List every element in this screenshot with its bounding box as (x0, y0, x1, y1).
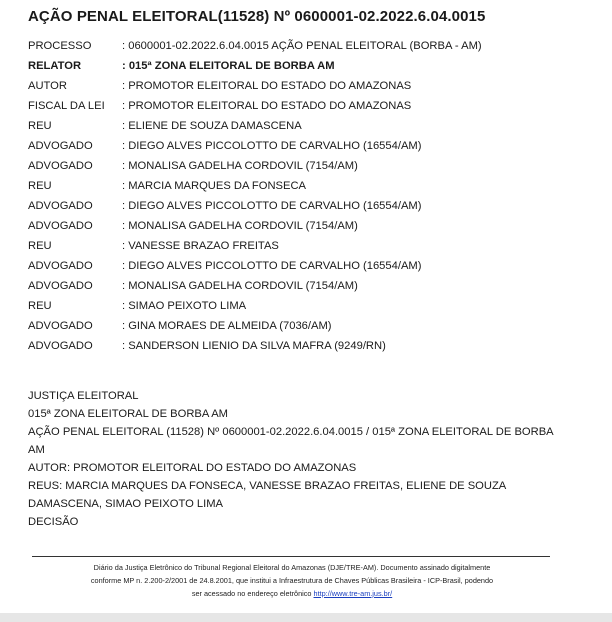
defendants-line: REUS: MARCIA MARQUES DA FONSECA, VANESSE BRAZAO FREITAS, ELIENE DE SOUZA DAMASCENA, SIMAO PEIXOTO LIMA (28, 480, 506, 510)
detail-value: : SIMAO PEIXOTO LIMA (122, 300, 247, 312)
detail-label: ADVOGADO (28, 160, 93, 172)
footer-line-3-text: ser acessado no endereço eletrônico (191, 589, 312, 598)
detail-label: ADVOGADO (28, 220, 93, 232)
detail-value: : 0600001-02.2022.6.04.0015 AÇÃO PENAL ELEITORAL (BORBA - AM) (122, 40, 482, 52)
detail-row (28, 36, 588, 56)
detail-value: : ELIENE DE SOUZA DAMASCENA (122, 120, 302, 132)
detail-label: REU (28, 120, 52, 132)
detail-row (28, 176, 588, 196)
detail-row (28, 116, 588, 136)
detail-value: : PROMOTOR ELEITORAL DO ESTADO DO AMAZONAS (122, 100, 412, 112)
detail-label: REU (28, 180, 52, 192)
detail-row (28, 136, 588, 156)
detail-row (28, 56, 588, 76)
detail-label: ADVOGADO (28, 140, 93, 152)
footer-divider (32, 556, 550, 557)
detail-row (28, 256, 588, 276)
footer-line-1: Diário da Justiça Eletrônico do Tribunal Regional Eleitoral do Amazonas (DJE/TRE-AM). Documento assinado digitalmente (93, 563, 491, 572)
detail-row (28, 96, 588, 116)
detail-value: : MONALISA GADELHA CORDOVIL (7154/AM) (122, 160, 358, 172)
zone-name: 015ª ZONA ELEITORAL DE BORBA AM (28, 408, 228, 420)
detail-label: FISCAL DA LEI (28, 100, 105, 112)
decision-heading: DECISÃO (28, 516, 79, 528)
detail-row (28, 156, 588, 176)
detail-label: RELATOR (28, 60, 82, 72)
footer-line-2: conforme MP n. 2.200-2/2001 de 24.8.2001, que institui a Infraestrutura de Chaves Públicas Brasileira - ICP-Brasil, podendo (90, 576, 494, 585)
detail-label: ADVOGADO (28, 280, 93, 292)
detail-row (28, 336, 588, 356)
detail-value: : DIEGO ALVES PICCOLOTTO DE CARVALHO (16554/AM) (122, 260, 422, 272)
detail-value: : 015ª ZONA ELEITORAL DE BORBA AM (122, 60, 335, 72)
detail-label: ADVOGADO (28, 260, 93, 272)
detail-value: : GINA MORAES DE ALMEIDA (7036/AM) (122, 320, 332, 332)
detail-label: REU (28, 240, 52, 252)
page-bottom-edge (0, 613, 612, 622)
detail-row (28, 216, 588, 236)
footer-line-3 (28, 587, 556, 600)
detail-value: : DIEGO ALVES PICCOLOTTO DE CARVALHO (16554/AM) (122, 140, 422, 152)
detail-value: : DIEGO ALVES PICCOLOTTO DE CARVALHO (16554/AM) (122, 200, 422, 212)
detail-label: REU (28, 300, 52, 312)
case-details-table (28, 36, 588, 356)
detail-row (28, 76, 588, 96)
detail-label: ADVOGADO (28, 200, 93, 212)
detail-value: : MARCIA MARQUES DA FONSECA (122, 180, 307, 192)
document-title: AÇÃO PENAL ELEITORAL(11528) Nº 0600001-02.2022.6.04.0015 (28, 8, 486, 25)
detail-label: AUTOR (28, 80, 67, 92)
detail-label: ADVOGADO (28, 340, 93, 352)
detail-value: : MONALISA GADELHA CORDOVIL (7154/AM) (122, 220, 358, 232)
detail-row (28, 196, 588, 216)
case-reference: AÇÃO PENAL ELEITORAL (11528) Nº 0600001-02.2022.6.04.0015 / 015ª ZONA ELEITORAL DE BORBA AM (28, 426, 553, 456)
author-line: AUTOR: PROMOTOR ELEITORAL DO ESTADO DO AMAZONAS (28, 462, 357, 474)
detail-value: : MONALISA GADELHA CORDOVIL (7154/AM) (122, 280, 358, 292)
footer-link[interactable]: http://www.tre-am.jus.br/ (313, 589, 393, 598)
detail-label: PROCESSO (28, 40, 92, 52)
detail-row (28, 316, 588, 336)
decision-header (28, 387, 560, 531)
detail-value: : PROMOTOR ELEITORAL DO ESTADO DO AMAZONAS (122, 80, 412, 92)
court-name: JUSTIÇA ELEITORAL (28, 390, 139, 402)
detail-row (28, 236, 588, 256)
detail-value: : VANESSE BRAZAO FREITAS (122, 240, 279, 252)
footer-notice (28, 561, 556, 600)
detail-row (28, 296, 588, 316)
detail-value: : SANDERSON LIENIO DA SILVA MAFRA (9249/RN) (122, 340, 386, 352)
detail-row (28, 276, 588, 296)
detail-label: ADVOGADO (28, 320, 93, 332)
